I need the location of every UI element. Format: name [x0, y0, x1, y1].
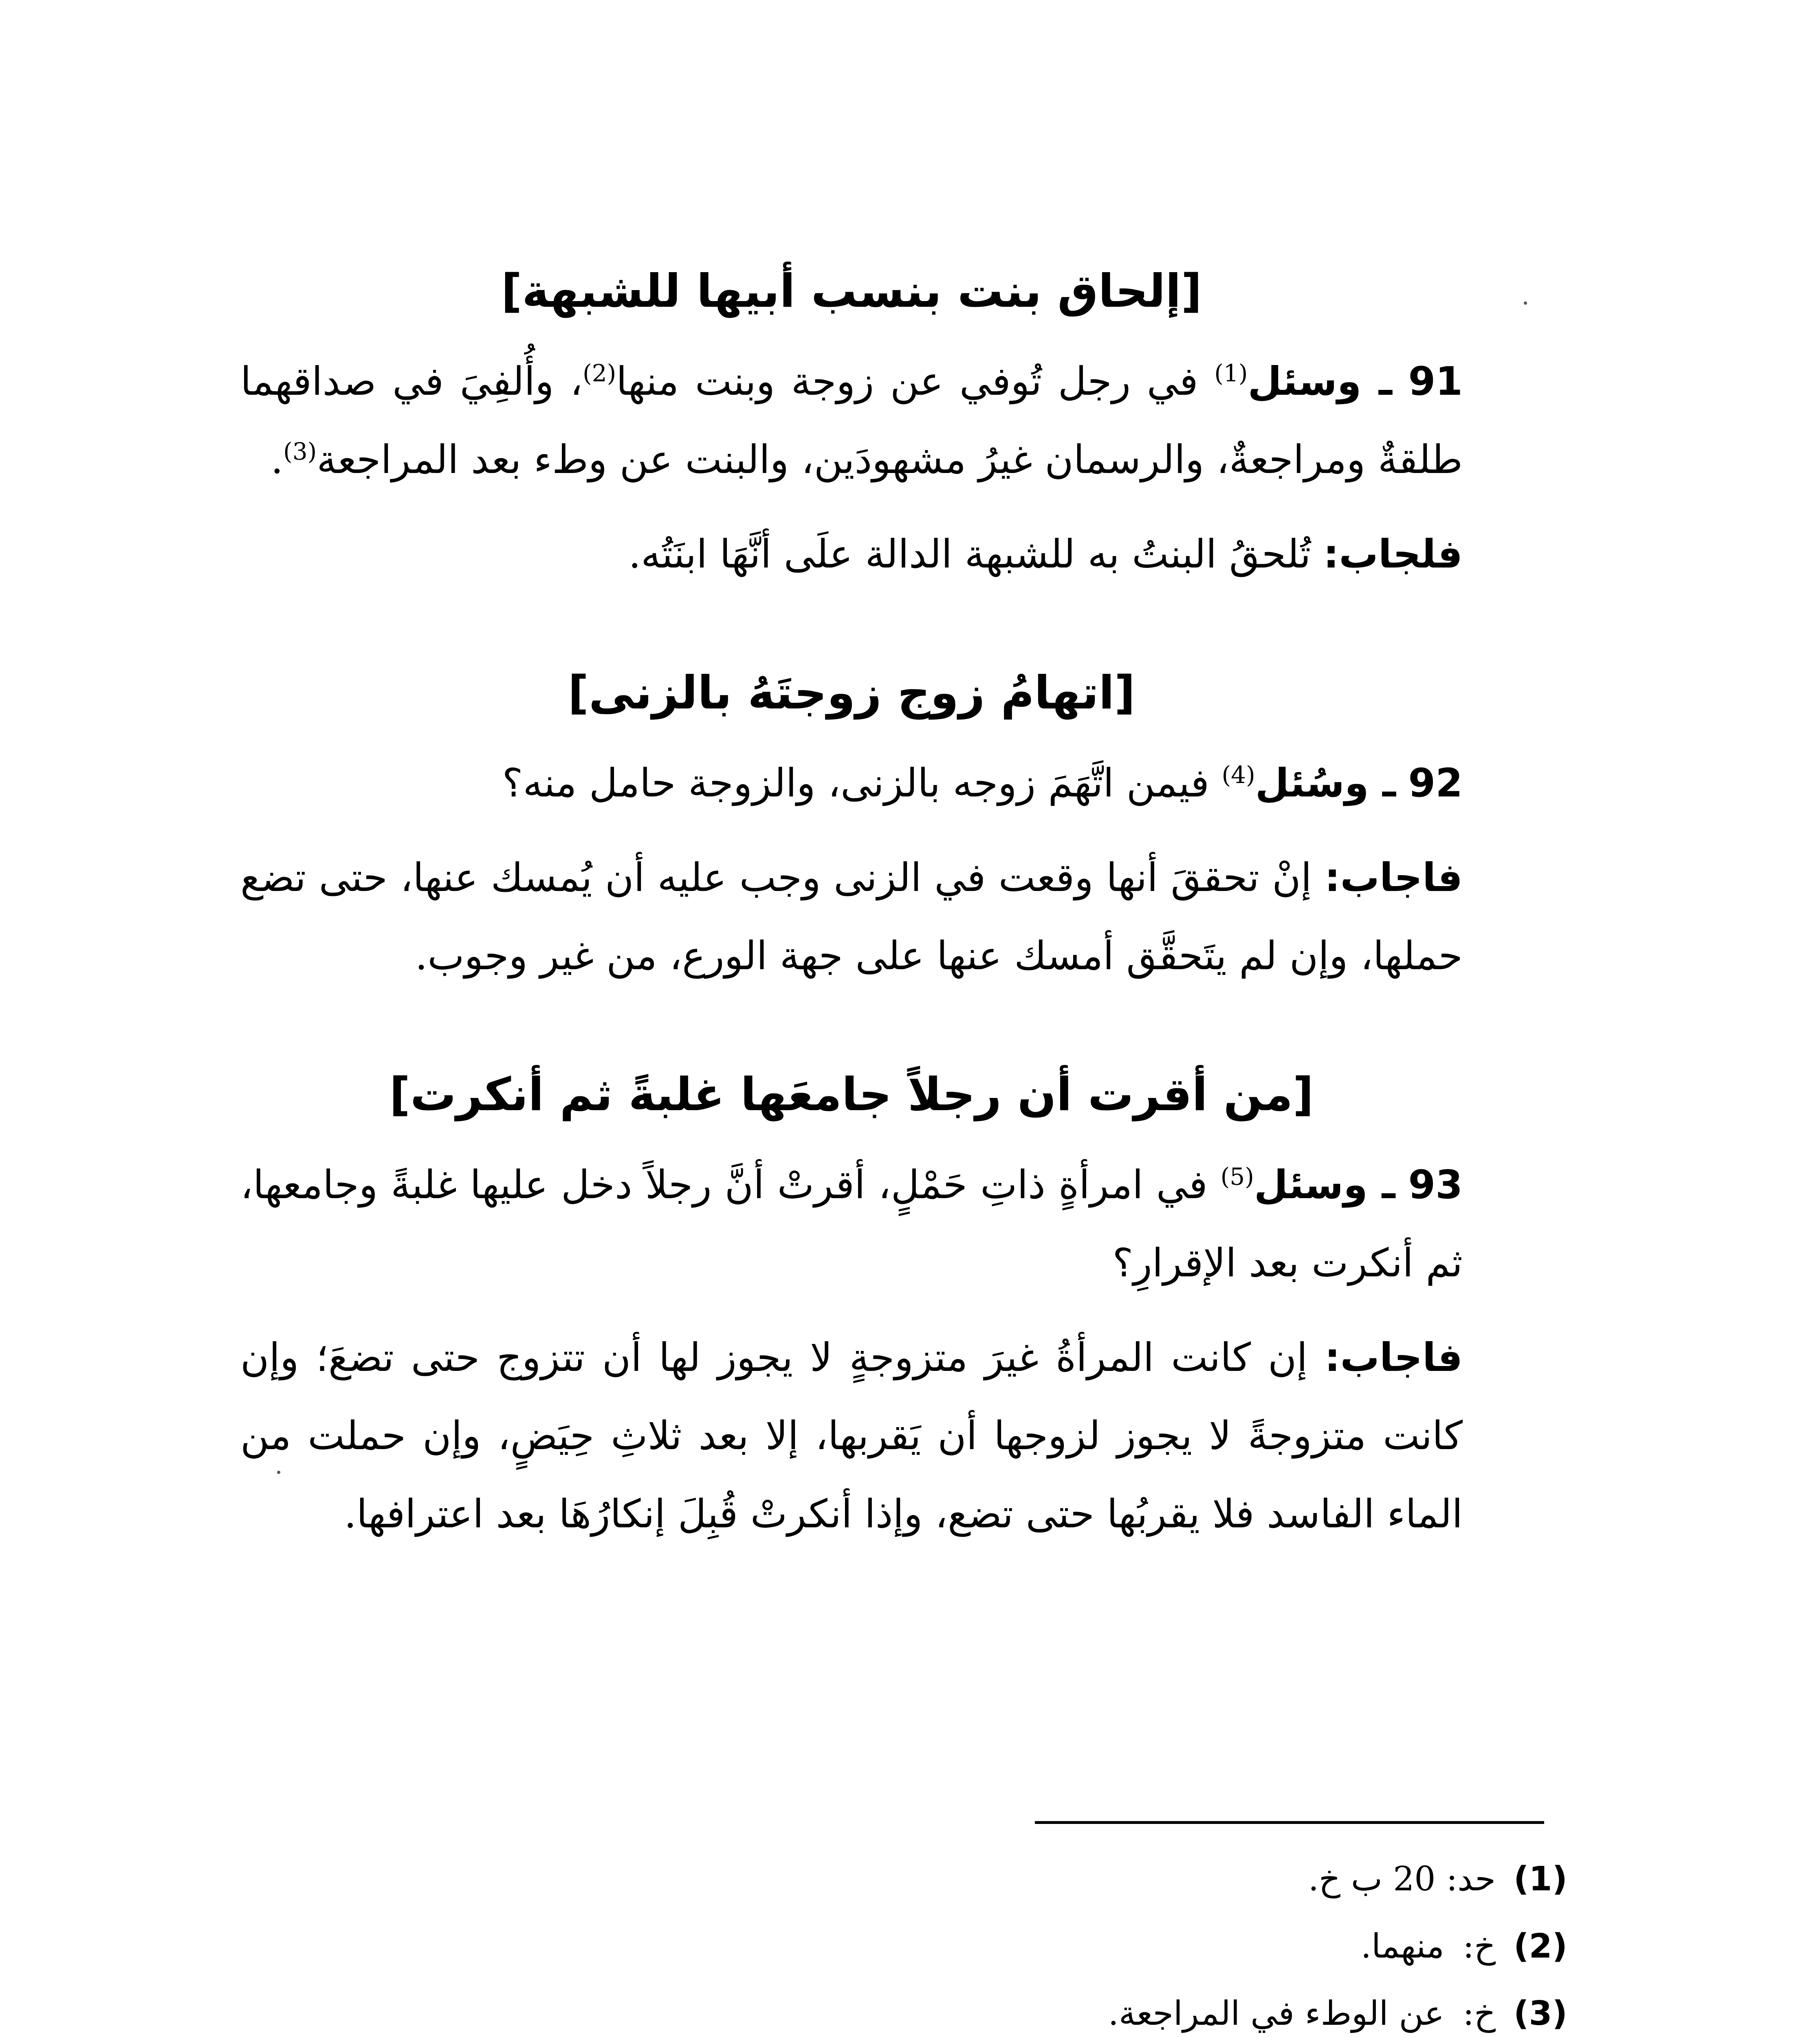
footnote-item: [753, 1913, 1567, 1980]
question-number: 91: [1408, 359, 1463, 404]
answer-label: فاجاب:: [1325, 1335, 1463, 1380]
scan-speck: [1524, 301, 1527, 305]
footnote-source: حد:: [1446, 1860, 1496, 1898]
question-text: ، وأُلفِيَ في صداقهما طلقةٌ ومراجعةٌ، والرسمان غيرُ مشهودَين، والبنت عن وطء بعد المراجعة: [240, 359, 1463, 482]
section-91: [240, 261, 1463, 593]
footnote-item: [753, 1846, 1567, 1913]
footnote-text: منهما.: [1360, 1927, 1444, 1966]
footnote-source: خ:: [1463, 1994, 1496, 2033]
footnote-ref: (4): [1221, 761, 1255, 789]
footnote-number: (2): [1513, 1927, 1567, 1966]
section-93: [240, 1064, 1463, 1553]
footnote-item: [753, 1980, 1567, 2037]
main-text: [240, 261, 1463, 1565]
question-paragraph: [240, 342, 1463, 499]
footnote-divider: [1035, 1821, 1544, 1824]
answer-text: تُلحقُ البنتُ به للشبهة الدالة علَى أنَّهَا ابنَتُه.: [628, 531, 1323, 577]
footnotes: [753, 1846, 1567, 2037]
answer-label: فاجاب:: [1325, 855, 1463, 900]
question-number: 92: [1408, 760, 1463, 806]
section-heading: [من أقرت أن رجلاً جامعَها غلبةً ثم أنكرت]: [389, 1068, 1314, 1121]
section-92: [240, 662, 1463, 995]
answer-text: إن كانت المرأةُ غيرَ متزوجةٍ لا يجوز لها أن تتزوج حتى تضعَ؛ وإن كانت متزوجةً لا يجوز لزوجها أن يَقربها، إلا بعد ثلاثِ حِيَضٍ، وإن حملت من الماء الفاسد فلا يقربُها حتى تضع، وإذا أنكرتْ قُبِلَ إنكارُهَا بعد اعترافها.: [240, 1335, 1463, 1537]
footnote-ref: (3): [283, 438, 317, 465]
section-heading: [اتهامُ زوج زوجتَهُ بالزنى]: [568, 667, 1136, 719]
footnote-text: 20 ب خ.: [1308, 1860, 1436, 1898]
question-text: في رجل تُوفي عن زوجة وبنت منها: [616, 359, 1215, 404]
asked-label: ـ وسئل: [1254, 1162, 1395, 1208]
scan-speck: [277, 1471, 280, 1474]
footnote-ref: (1): [1214, 359, 1248, 387]
asked-label: ـ وسُئل: [1255, 760, 1396, 806]
question-paragraph: [240, 1146, 1463, 1302]
footnote-ref: (5): [1220, 1163, 1254, 1190]
answer-text: إنْ تحققَ أنها وقعت في الزنى وجب عليه أن يُمسك عنها، حتى تضع حملها، وإن لم يتَحقَّق أمسك عنها على جهة الورع، من غير وجوب.: [240, 855, 1463, 979]
footnote-ref: (2): [583, 359, 616, 387]
footnote-text: عن الوطء في المراجعة.: [1108, 1994, 1444, 2033]
answer-paragraph: [240, 515, 1463, 593]
section-heading: [إلحاق بنت بنسب أبيها للشبهة]: [501, 265, 1202, 318]
asked-label: ـ وسئل: [1248, 359, 1392, 404]
question-text: فيمن اتَّهَمَ زوجه بالزنى، والزوجة حامل منه؟: [502, 760, 1222, 806]
question-text: .: [271, 437, 284, 482]
answer-paragraph: [240, 1318, 1463, 1553]
question-text: في امرأةٍ ذاتِ حَمْلٍ، أقرتْ أنَّ رجلاً دخل عليها غلبةً وجامعها، ثم أنكرت بعد الإقرارِ؟: [240, 1162, 1463, 1286]
question-number: 93: [1408, 1162, 1463, 1208]
footnote-number: (1): [1513, 1860, 1567, 1898]
answer-label: فلجاب:: [1323, 531, 1463, 577]
answer-paragraph: [240, 838, 1463, 995]
footnote-number: (3): [1513, 1994, 1567, 2033]
question-paragraph: [240, 744, 1463, 822]
footnote-source: خ:: [1463, 1927, 1496, 1966]
